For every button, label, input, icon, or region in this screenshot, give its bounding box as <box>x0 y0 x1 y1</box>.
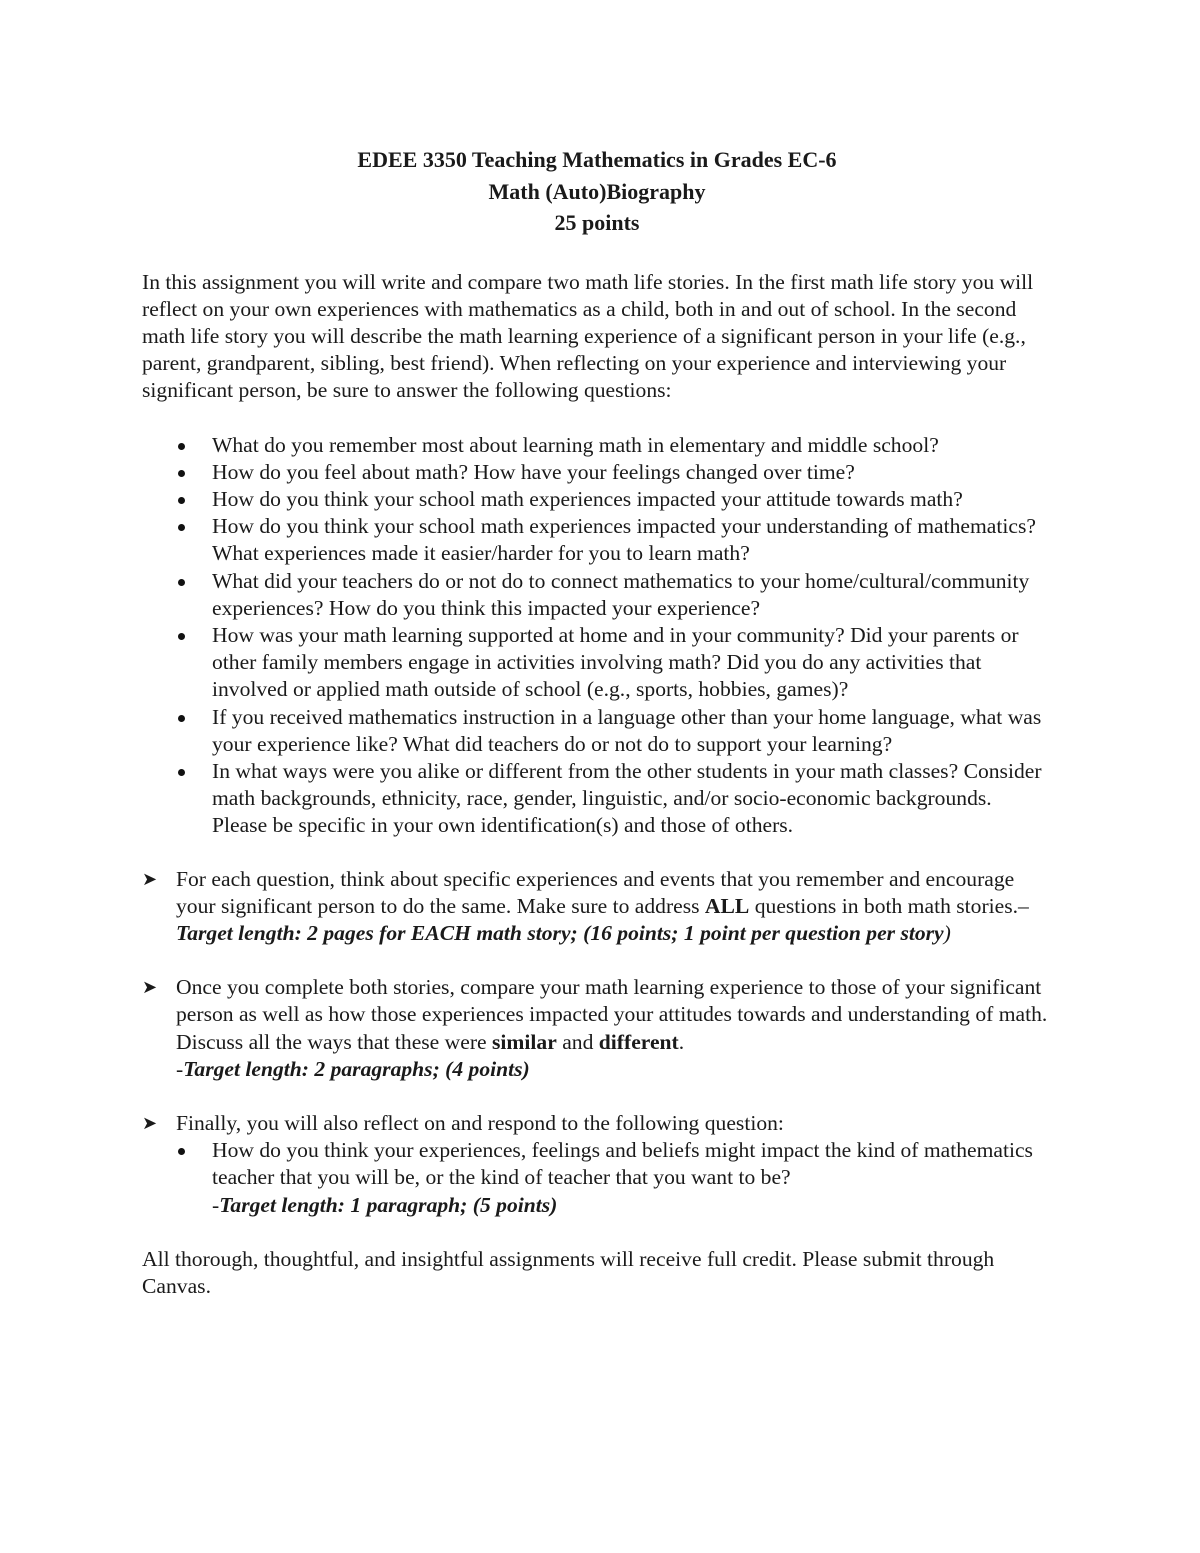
bullet-icon <box>178 470 185 477</box>
bullet-icon <box>178 497 185 504</box>
course-title: EDEE 3350 Teaching Mathematics in Grades EC-6 <box>357 147 837 172</box>
emphasis-different: different <box>598 1029 679 1054</box>
bullet-icon <box>178 633 185 640</box>
bullet-icon <box>178 1148 185 1155</box>
question-list <box>142 432 1052 840</box>
target-length: Target length: 2 pages for EACH math story; ( <box>176 920 591 945</box>
question-item <box>176 1137 1052 1219</box>
question-item <box>142 758 1052 840</box>
emphasis-all: ALL <box>704 893 750 918</box>
instruction-text: and <box>556 1029 599 1054</box>
question-text: How do you think your school math experiences impacted your attitude towards math? <box>212 486 963 511</box>
arrow-bullet-icon: ➤ <box>142 1112 158 1134</box>
question-text: If you received mathematics instruction in a language other than your home language, what was your experience like? What did teachers do or not do to support your learning? <box>212 704 1042 756</box>
reflection-question-list <box>176 1137 1052 1219</box>
question-item <box>142 704 1052 758</box>
bullet-icon <box>178 579 185 586</box>
points-title: 25 points <box>554 210 640 235</box>
question-text: How do you feel about math? How have your feelings changed over time? <box>212 459 855 484</box>
question-item <box>142 486 1052 513</box>
question-text: What did your teachers do or not do to connect mathematics to your home/cultural/community experiences? How do you think this impacted your experience? <box>212 568 1030 620</box>
target-dash: - <box>176 1056 184 1081</box>
instruction-each-question <box>142 866 1052 948</box>
closing-paragraph: All thorough, thoughtful, and insightful assignments will receive full credit. Please submit through Canvas. <box>142 1246 995 1298</box>
bullet-icon <box>178 769 185 776</box>
target-length: Target length: 1 paragraph; (5 points) <box>219 1192 558 1217</box>
bullet-icon <box>178 443 185 450</box>
instruction-compare <box>142 974 1052 1083</box>
document-content <box>142 142 1052 1300</box>
question-item <box>142 432 1052 459</box>
question-text: How was your math learning supported at home and in your community? Did your parents or other family members engage in activities involving math? Did you do any activities that involved or applied math outside of school (e.g., sports, hobbies, games)? <box>212 622 1019 702</box>
question-item <box>142 568 1052 622</box>
instruction-text: questions in both math stories.– <box>749 893 1029 918</box>
question-item <box>142 513 1052 567</box>
question-text: What do you remember most about learning math in elementary and middle school? <box>212 432 939 457</box>
instruction-text: Finally, you will also reflect on and respond to the following question: <box>176 1110 784 1135</box>
bullet-icon <box>178 715 185 722</box>
title-block <box>142 144 1052 239</box>
arrow-bullet-icon: ➤ <box>142 977 158 999</box>
arrow-bullet-icon: ➤ <box>142 868 158 890</box>
target-length: Target length: 2 paragraphs; (4 points) <box>183 1056 530 1081</box>
points-close: ) <box>943 920 951 945</box>
question-text: How do you think your experiences, feelings and beliefs might impact the kind of mathematics teacher that you will be, or the kind of teacher that you want to be? <box>212 1138 1033 1190</box>
bullet-icon <box>178 524 185 531</box>
emphasis-similar: similar <box>492 1029 557 1054</box>
instruction-reflect <box>142 1110 1052 1219</box>
instruction-text: Once you complete both stories, compare your math learning experience to those of your significant person as well as how those experiences impacted your attitudes towards and understanding of math. Discuss all the ways that these were <box>176 975 1048 1054</box>
target-dash: - <box>212 1192 220 1217</box>
question-item <box>142 459 1052 486</box>
question-item <box>142 622 1052 704</box>
intro-paragraph: In this assignment you will write and compare two math life stories. In the first math life story you will reflect on your own experiences with mathematics as a child, both in and out of school. In the second math life story you will describe the math learning experience of a significant person in your life (e.g., parent, grandparent, sibling, best friend). When reflecting on your experience and interviewing your significant person, be sure to answer the following questions: <box>142 269 1034 403</box>
question-text: In what ways were you alike or different from the other students in your math classes? Consider math backgrounds, ethnicity, race, gender, linguistic, and/or socio-economic backgrounds. Please be specific in your own identification(s) and those of others. <box>212 758 1042 838</box>
points-note: 16 points; 1 point per question per story <box>590 920 944 945</box>
assignment-title: Math (Auto)Biography <box>488 178 706 204</box>
instruction-text: For each question, think about specific experiences and events that you remember and encourage your significant person to do the same. Make sure to address <box>176 866 1015 918</box>
instruction-text: . <box>678 1029 685 1054</box>
question-text: How do you think your school math experiences impacted your understanding of mathematics? What experiences made it easier/harder for you to learn math? <box>212 514 1036 566</box>
